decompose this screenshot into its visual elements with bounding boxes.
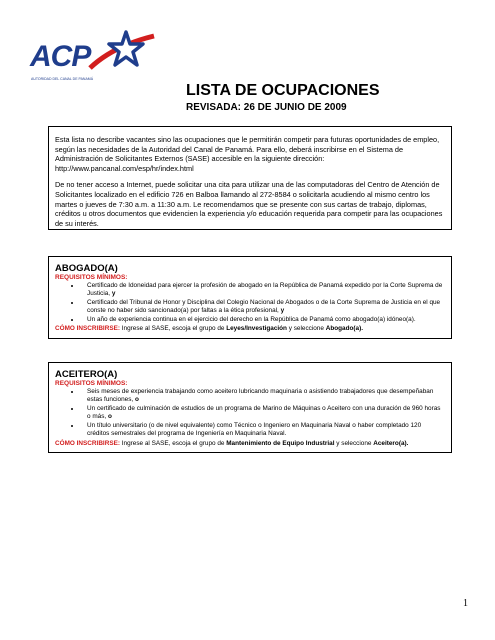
requirements-list xyxy=(55,282,445,324)
job-selection: Abogado(a). xyxy=(325,325,363,333)
intro-paragraph-1: Esta lista no describe vacantes sino las ocupaciones que le permitirán competir para futuras oportunidades de empleo, según las necesidades de la Autoridad del Canal de Panamá. Para ello, deberá inscribirse en el Sistema de Administración de Solicitantes Externos (SASE) accesible en la siguiente dirección: http://www.pancanal.com/esp/hr/index.html xyxy=(55,135,440,173)
how-to-register: CÓMO INSCRIBIRSE: Ingrese al SASE, escoja el grupo de Leyes/Investigación y seleccione Abogado(a). xyxy=(55,325,363,333)
star-swoosh-icon xyxy=(88,28,166,78)
requirement-item: • Un certificado de culminación de estudios de un programa de Marino de Máquinas o Aceitero con una duración de 960 horas o más, o xyxy=(81,405,445,421)
job-group: Mantenimiento de Equipo Industrial xyxy=(226,439,335,447)
how-to-register: CÓMO INSCRIBIRSE: Ingrese al SASE, escoja el grupo de Mantenimiento de Equipo Industrial y seleccione Aceitero(a). xyxy=(55,439,409,447)
job-group: Leyes/Investigación xyxy=(226,325,287,333)
occupation-title: ABOGADO(A) xyxy=(55,263,118,274)
how-to-register-label: CÓMO INSCRIBIRSE: xyxy=(55,439,120,447)
requirement-item: • Un título universitario (o de nivel equivalente) como Técnico o Ingeniero en Maquinaria Naval o haber completado 120 créditos semestrales del programa de Ingeniería en Maquinaria Naval. xyxy=(81,422,445,438)
occupation-section-abogado xyxy=(48,256,452,339)
page-number: 1 xyxy=(463,598,468,609)
logo-text: ACP xyxy=(30,40,91,73)
how-to-register-label: CÓMO INSCRIBIRSE: xyxy=(55,325,120,333)
requirement-item: • Un año de experiencia continua en el ejercicio del derecho en la República de Panamá como abogado(a) idóneo(a). xyxy=(81,316,445,324)
requirement-item: • Certificado del Tribunal de Honor y Disciplina del Colegio Nacional de Abogados o de la Corte Suprema de Justicia en el que conste no haber sido sancionado(a) por faltas a la ética profesional, y xyxy=(81,299,445,315)
page-title: LISTA DE OCUPACIONES xyxy=(186,82,380,99)
job-selection: Aceitero(a). xyxy=(373,439,409,447)
intro-paragraph-2: De no tener acceso a Internet, puede solicitar una cita para utilizar una de las computadoras del Centro de Atención de Solicitantes localizado en el edificio 726 en Balboa llamando al 272-8584 o solicitarla acudiendo al mismo centro los martes o jueves de 7:30 a.m. a 11:30 a.m. Le recomendamos que se presente con sus cartas de trabajo, diplomas, créditos u otros documentos que evidencien la experiencia y/o educación requerida para competir para las ocupaciones de su interés. xyxy=(55,180,443,228)
requirement-item: • Certificado de Idoneidad para ejercer la profesión de abogado en la República de Panamá expedido por la Corte Suprema de Justicia, y xyxy=(81,282,445,298)
revision-date: REVISADA: 26 DE JUNIO DE 2009 xyxy=(186,102,347,113)
title-block xyxy=(186,82,380,113)
intro-box xyxy=(48,126,452,230)
requirements-list xyxy=(55,388,445,439)
acp-logo xyxy=(30,28,165,83)
requirements-label: REQUISITOS MÍNIMOS: xyxy=(55,274,128,281)
requirement-item: • Seis meses de experiencia trabajando como aceitero lubricando maquinaria o asistiendo trabajadores que desempeñaban estas funciones, o xyxy=(81,388,445,404)
requirements-label: REQUISITOS MÍNIMOS: xyxy=(55,380,128,387)
occupation-title: ACEITERO(A) xyxy=(55,369,118,380)
occupation-section-aceitero xyxy=(48,362,452,453)
logo-subtitle: AUTORIDAD DEL CANAL DE PANAMÁ xyxy=(31,77,94,81)
